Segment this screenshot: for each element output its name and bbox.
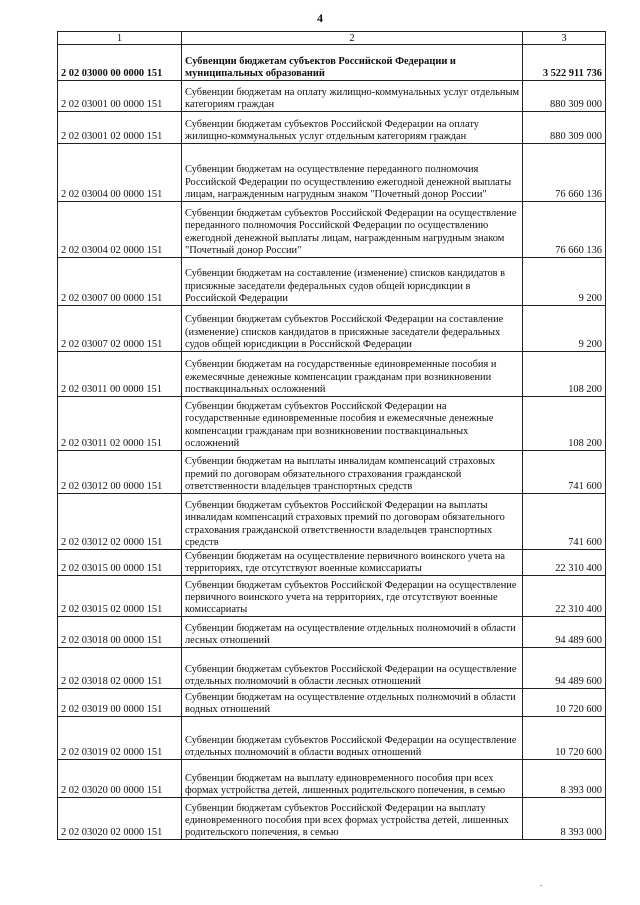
budget-code-cell: 2 02 03020 02 0000 151 <box>58 798 182 840</box>
description-cell: Субвенции бюджетам субъектов Российской Федерации на составление (изменение) списков кандидатов в присяжные заседатели федеральных судов общей юрисдикции в Российской Федерации <box>182 306 523 352</box>
amount-cell: 9 200 <box>523 258 606 306</box>
column-header-name: 2 <box>182 32 523 45</box>
description-cell: Субвенции бюджетам субъектов Российской Федерации на оплату жилищно-коммунальных услуг отдельным категориям граждан <box>182 112 523 144</box>
table-row <box>58 397 606 451</box>
table-row <box>58 306 606 352</box>
scan-mark: . <box>540 879 542 888</box>
amount-cell: 10 720 600 <box>523 689 606 717</box>
amount-cell: 8 393 000 <box>523 760 606 798</box>
table-row <box>58 494 606 550</box>
description-cell: Субвенции бюджетам субъектов Российской Федерации на выплаты инвалидам компенсаций страховых премий по договорам обязательного страхования гражданской ответственности владельцев транспортных средств <box>182 494 523 550</box>
budget-code-cell: 2 02 03004 02 0000 151 <box>58 202 182 258</box>
amount-cell: 76 660 136 <box>523 144 606 202</box>
table-row <box>58 352 606 397</box>
description-cell: Субвенции бюджетам на оплату жилищно-коммунальных услуг отдельным категориям граждан <box>182 81 523 112</box>
table-row <box>58 576 606 617</box>
budget-code-cell: 2 02 03011 00 0000 151 <box>58 352 182 397</box>
amount-cell: 880 309 000 <box>523 112 606 144</box>
amount-cell: 94 489 600 <box>523 617 606 648</box>
amount-cell: 3 522 911 736 <box>523 45 606 81</box>
table-row <box>58 81 606 112</box>
description-cell: Субвенции бюджетам субъектов Российской Федерации на осуществление переданного полномочия Российской Федерации по осуществлению ежегодной денежной выплаты лицам, награжденным нагрудным знаком "Почетный донор России" <box>182 202 523 258</box>
table-row <box>58 617 606 648</box>
budget-table <box>57 31 606 840</box>
table-row <box>58 451 606 494</box>
table-row <box>58 112 606 144</box>
amount-cell: 22 310 400 <box>523 576 606 617</box>
description-cell: Субвенции бюджетам субъектов Российской Федерации на выплату единовременного пособия при всех формах устройства детей, лишенных родительского попечения, в семью <box>182 798 523 840</box>
table-row <box>58 689 606 717</box>
amount-cell: 22 310 400 <box>523 550 606 576</box>
table-row <box>58 45 606 81</box>
description-cell: Субвенции бюджетам субъектов Российской Федерации на осуществление отдельных полномочий в области водных отношений <box>182 717 523 760</box>
budget-code-cell: 2 02 03007 00 0000 151 <box>58 258 182 306</box>
budget-code-cell: 2 02 03019 00 0000 151 <box>58 689 182 717</box>
description-cell: Субвенции бюджетам субъектов Российской Федерации на государственные единовременные пособия и ежемесячные денежные компенсации гражданам при возникновении поствакцинальных осложнений <box>182 397 523 451</box>
page-number: 4 <box>317 11 323 25</box>
table-row <box>58 144 606 202</box>
budget-code-cell: 2 02 03018 02 0000 151 <box>58 648 182 689</box>
budget-code-cell: 2 02 03007 02 0000 151 <box>58 306 182 352</box>
description-cell: Субвенции бюджетам на осуществление отдельных полномочий в области водных отношений <box>182 689 523 717</box>
table-header-row <box>58 32 606 45</box>
description-cell: Субвенции бюджетам субъектов Российской Федерации на осуществление первичного воинского учета на территориях, где отсутствуют военные комиссариаты <box>182 576 523 617</box>
description-cell: Субвенции бюджетам на государственные единовременные пособия и ежемесячные денежные компенсации гражданам при возникновении поствакцинальных осложнений <box>182 352 523 397</box>
description-cell: Субвенции бюджетам на осуществление переданного полномочия Российской Федерации по осуществлению ежегодной денежной выплаты лицам, награжденным нагрудным знаком "Почетный донор России" <box>182 144 523 202</box>
budget-code-cell: 2 02 03015 00 0000 151 <box>58 550 182 576</box>
amount-cell: 8 393 000 <box>523 798 606 840</box>
budget-code-cell: 2 02 03020 00 0000 151 <box>58 760 182 798</box>
budget-code-cell: 2 02 03012 02 0000 151 <box>58 494 182 550</box>
amount-cell: 10 720 600 <box>523 717 606 760</box>
column-header-code: 1 <box>58 32 182 45</box>
amount-cell: 108 200 <box>523 352 606 397</box>
amount-cell: 94 489 600 <box>523 648 606 689</box>
amount-cell: 741 600 <box>523 451 606 494</box>
table-row <box>58 760 606 798</box>
budget-code-cell: 2 02 03001 02 0000 151 <box>58 112 182 144</box>
budget-code-cell: 2 02 03015 02 0000 151 <box>58 576 182 617</box>
budget-code-cell: 2 02 03004 00 0000 151 <box>58 144 182 202</box>
amount-cell: 76 660 136 <box>523 202 606 258</box>
table-row <box>58 798 606 840</box>
amount-cell: 9 200 <box>523 306 606 352</box>
amount-cell: 741 600 <box>523 494 606 550</box>
budget-code-cell: 2 02 03011 02 0000 151 <box>58 397 182 451</box>
budget-code-cell: 2 02 03000 00 0000 151 <box>58 45 182 81</box>
description-cell: Субвенции бюджетам на выплату единовременного пособия при всех формах устройства детей, лишенных родительского попечения, в семью <box>182 760 523 798</box>
column-header-amount: 3 <box>523 32 606 45</box>
table-row <box>58 550 606 576</box>
budget-code-cell: 2 02 03001 00 0000 151 <box>58 81 182 112</box>
table-row <box>58 202 606 258</box>
budget-code-cell: 2 02 03012 00 0000 151 <box>58 451 182 494</box>
amount-cell: 880 309 000 <box>523 81 606 112</box>
budget-code-cell: 2 02 03019 02 0000 151 <box>58 717 182 760</box>
description-cell: Субвенции бюджетам на осуществление отдельных полномочий в области лесных отношений <box>182 617 523 648</box>
description-cell: Субвенции бюджетам субъектов Российской Федерации на осуществление отдельных полномочий в области лесных отношений <box>182 648 523 689</box>
table-row <box>58 258 606 306</box>
budget-code-cell: 2 02 03018 00 0000 151 <box>58 617 182 648</box>
table-row <box>58 717 606 760</box>
description-cell: Субвенции бюджетам на составление (изменение) списков кандидатов в присяжные заседатели федеральных судов общей юрисдикции в Российской Федерации <box>182 258 523 306</box>
description-cell: Субвенции бюджетам субъектов Российской Федерации и муниципальных образований <box>182 45 523 81</box>
description-cell: Субвенции бюджетам на выплаты инвалидам компенсаций страховых премий по договорам обязательного страхования гражданской ответственности владельцев транспортных средств <box>182 451 523 494</box>
amount-cell: 108 200 <box>523 397 606 451</box>
table-row <box>58 648 606 689</box>
description-cell: Субвенции бюджетам на осуществление первичного воинского учета на территориях, где отсутствуют военные комиссариаты <box>182 550 523 576</box>
